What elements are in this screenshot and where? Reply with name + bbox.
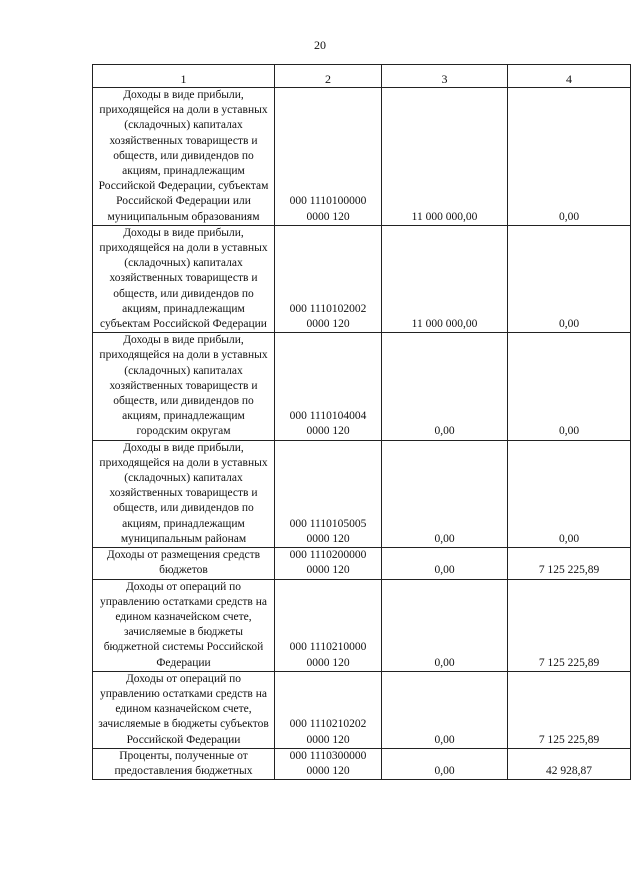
row-value-col3: 0,00 xyxy=(382,748,508,779)
row-code: 000 1110300000 0000 120 xyxy=(275,748,382,779)
row-name: Доходы в виде прибыли, приходящейся на доли в уставных (складочных) капиталах хозяйственных товариществ и обществ, или дивидендов по акциям, принадлежащим городским округам xyxy=(93,333,275,440)
revenue-table xyxy=(92,64,631,780)
column-header-3: 3 xyxy=(382,65,508,88)
row-value-col3: 0,00 xyxy=(382,579,508,671)
row-value-col3: 11 000 000,00 xyxy=(382,225,508,332)
row-value-col4: 7 125 225,89 xyxy=(508,579,631,671)
row-value-col4: 7 125 225,89 xyxy=(508,671,631,748)
column-header-1: 1 xyxy=(93,65,275,88)
row-code: 000 1110104004 0000 120 xyxy=(275,333,382,440)
row-code: 000 1110105005 0000 120 xyxy=(275,440,382,547)
row-name: Проценты, полученные от предоставления бюджетных xyxy=(93,748,275,779)
table-row xyxy=(93,225,631,332)
row-name: Доходы от размещения средств бюджетов xyxy=(93,548,275,579)
row-value-col3: 0,00 xyxy=(382,548,508,579)
row-value-col3: 0,00 xyxy=(382,671,508,748)
row-name: Доходы в виде прибыли, приходящейся на доли в уставных (складочных) капиталах хозяйственных товариществ и обществ, или дивидендов по акциям, принадлежащим муниципальным районам xyxy=(93,440,275,547)
row-value-col3: 11 000 000,00 xyxy=(382,88,508,226)
table-row xyxy=(93,88,631,226)
row-code: 000 1110102002 0000 120 xyxy=(275,225,382,332)
table-row xyxy=(93,333,631,440)
row-name: Доходы от операций по управлению остатками средств на едином казначейском счете, зачисляемые в бюджеты бюджетной системы Российской Федерации xyxy=(93,579,275,671)
row-code: 000 1110200000 0000 120 xyxy=(275,548,382,579)
table-row xyxy=(93,440,631,547)
row-code: 000 1110210202 0000 120 xyxy=(275,671,382,748)
table-row xyxy=(93,671,631,748)
row-name: Доходы от операций по управлению остатками средств на едином казначейском счете, зачисляемые в бюджеты субъектов Российской Федерации xyxy=(93,671,275,748)
column-header-2: 2 xyxy=(275,65,382,88)
row-value-col4: 42 928,87 xyxy=(508,748,631,779)
row-value-col4: 0,00 xyxy=(508,333,631,440)
row-code: 000 1110100000 0000 120 xyxy=(275,88,382,226)
row-value-col4: 0,00 xyxy=(508,440,631,547)
page-number: 20 xyxy=(314,38,326,52)
row-code: 000 1110210000 0000 120 xyxy=(275,579,382,671)
row-value-col4: 0,00 xyxy=(508,225,631,332)
row-name: Доходы в виде прибыли, приходящейся на доли в уставных (складочных) капиталах хозяйственных товариществ и обществ, или дивидендов по акциям, принадлежащим субъектам Российской Федерации xyxy=(93,225,275,332)
row-value-col4: 7 125 225,89 xyxy=(508,548,631,579)
table-row xyxy=(93,548,631,579)
table-row xyxy=(93,579,631,671)
row-value-col3: 0,00 xyxy=(382,333,508,440)
row-name: Доходы в виде прибыли, приходящейся на доли в уставных (складочных) капиталах хозяйственных товариществ и обществ, или дивидендов по акциям, принадлежащим Российской Федерации, субъектам Российской Федерации или муниципальным образованиям xyxy=(93,88,275,226)
table-row xyxy=(93,748,631,779)
row-value-col4: 0,00 xyxy=(508,88,631,226)
column-header-4: 4 xyxy=(508,65,631,88)
table-header-row xyxy=(93,65,631,88)
row-value-col3: 0,00 xyxy=(382,440,508,547)
